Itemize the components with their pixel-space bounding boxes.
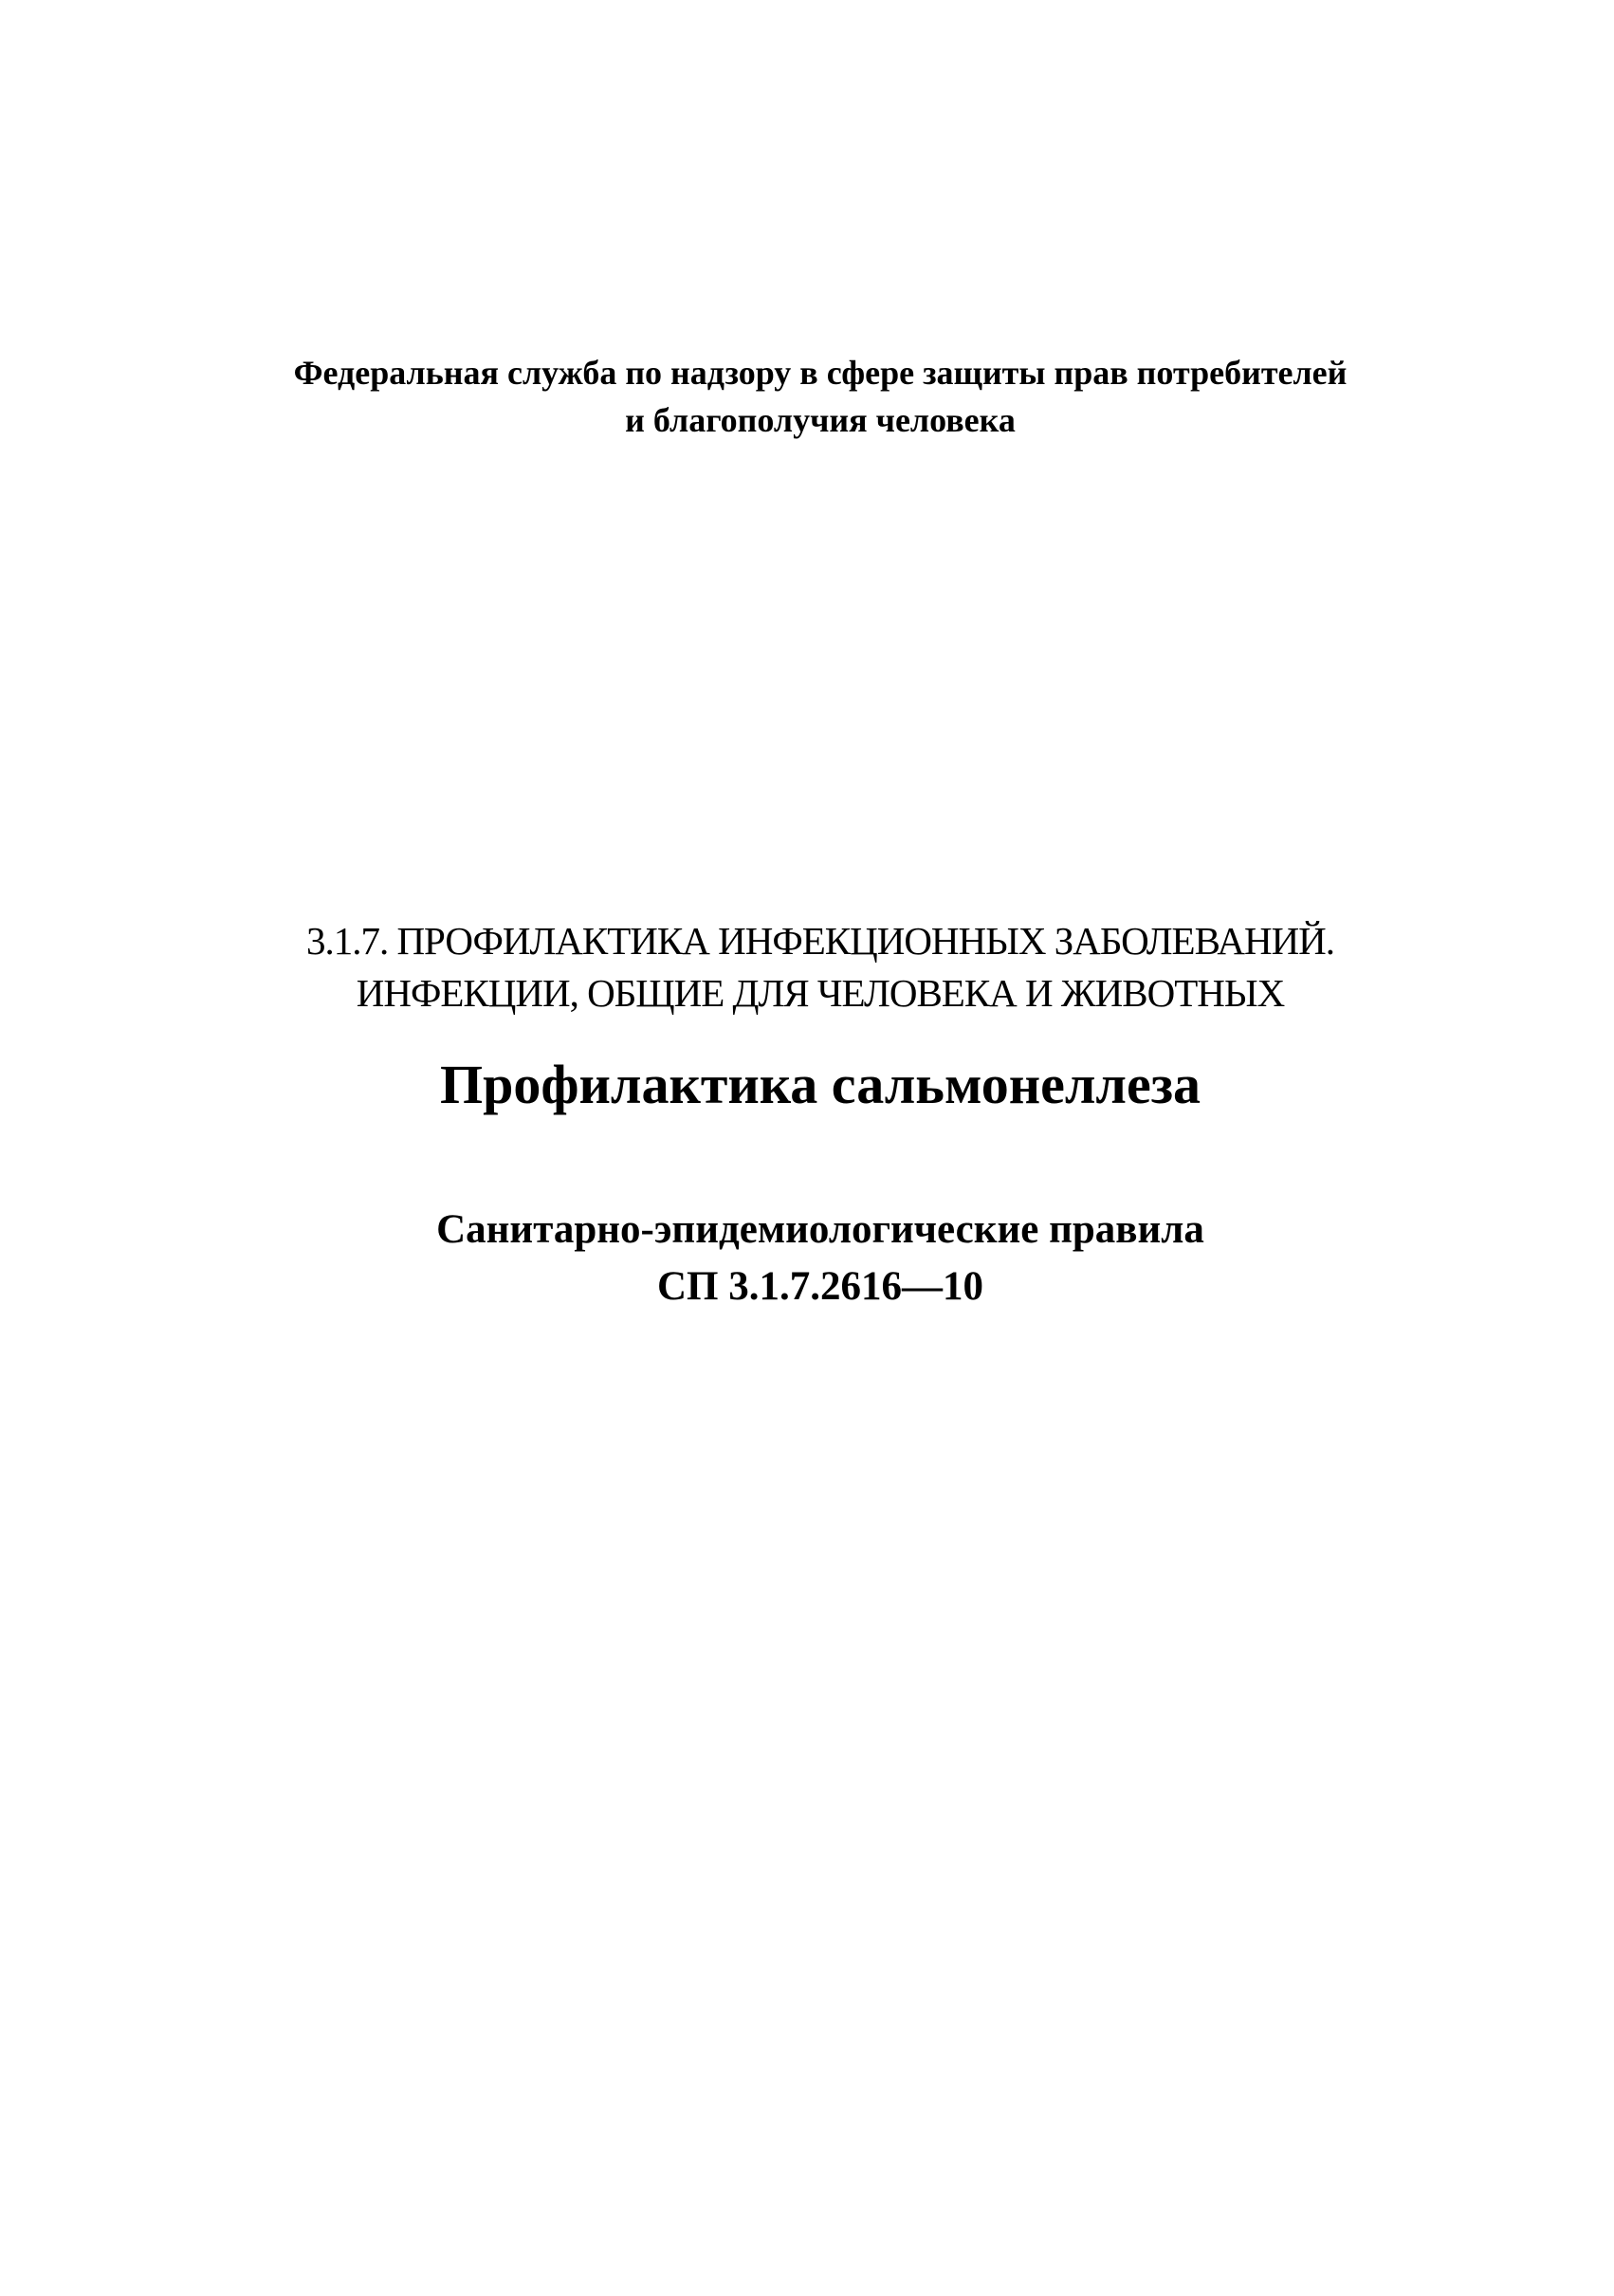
section-line-1: 3.1.7. ПРОФИЛАКТИКА ИНФЕКЦИОННЫХ ЗАБОЛЕВАНИЙ. [305,919,1335,963]
document-code: СП 3.1.7.2616—10 [657,1264,983,1309]
section-heading [13,915,1614,1019]
agency-line-2: и благополучия человека [625,401,1016,439]
document-title-text: Профилактика сальмонеллеза [439,1054,1201,1115]
section-line-2: ИНФЕКЦИИ, ОБЩИЕ ДЛЯ ЧЕЛОВЕКА И ЖИВОТНЫХ [356,971,1285,1015]
document-type-line: Санитарно-эпидемиологические правила [436,1207,1204,1252]
agency-line-1: Федеральная служба по надзору в сфере защиты прав потребителей [293,354,1348,392]
document-subtitle [13,1202,1614,1315]
document-title [13,1051,1614,1119]
agency-heading [13,349,1614,444]
